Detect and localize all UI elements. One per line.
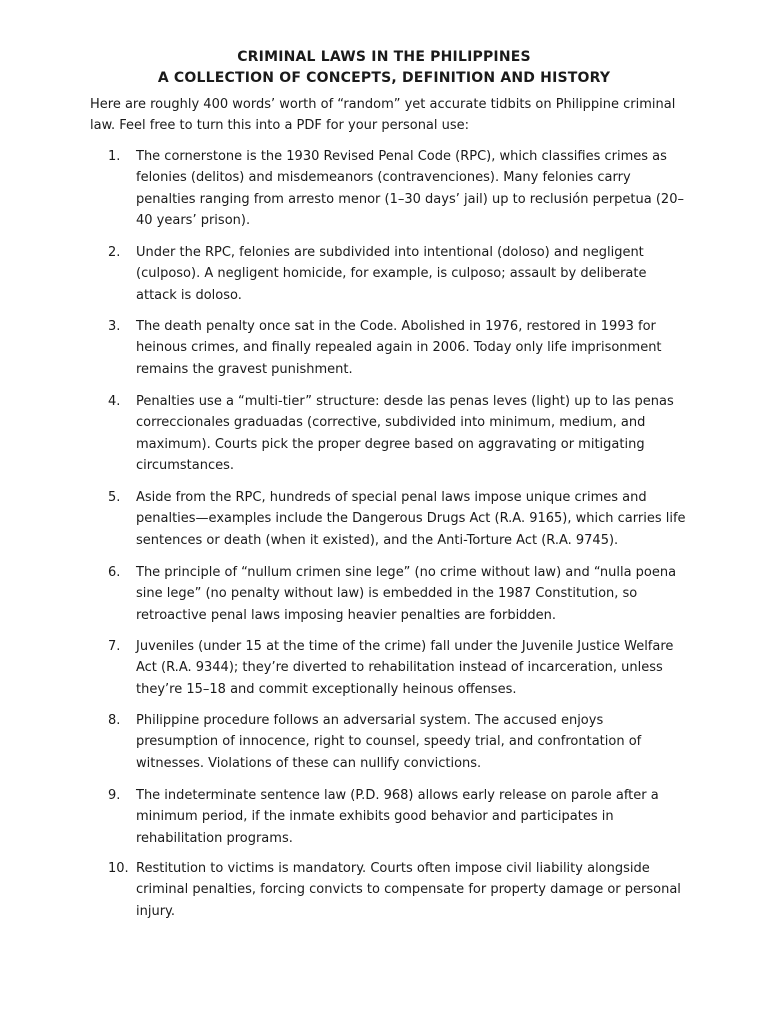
list-item-number: 9. [108,788,121,803]
list-item-number: 10. [108,861,129,876]
list-item-number: 1. [108,149,121,164]
list-item [108,391,688,476]
list-item-number: 8. [108,713,121,728]
list-item-text: The cornerstone is the 1930 Revised Penal Code (RPC), which classifies crimes as felonies (delitos) and misdemeanors (contravenciones). Many felonies carry penalties ranging from arresto menor (1–30 days’ jail) up to reclusión perpetua (20–40 years’ prison). [136,149,684,228]
list-item [108,146,688,231]
list-item [108,785,688,849]
list-item [108,316,688,380]
list-item-number: 4. [108,394,121,409]
list-item-number: 6. [108,565,121,580]
list-item [108,636,688,700]
list-item-text: Aside from the RPC, hundreds of special penal laws impose unique crimes and penalties—examples include the Dangerous Drugs Act (R.A. 9165), which carries life sentences or death (when it existed), and the Anti-Torture Act (R.A. 9745). [136,490,686,548]
list-item [108,858,688,922]
list-item [108,242,688,306]
list-item-text: Under the RPC, felonies are subdivided into intentional (doloso) and negligent (culposo). A negligent homicide, for example, is culposo; assault by deliberate attack is doloso. [136,245,647,303]
list-item [108,562,688,626]
list-item-number: 3. [108,319,121,334]
list-item-text: The indeterminate sentence law (P.D. 968) allows early release on parole after a minimum period, if the inmate exhibits good behavior and participates in rehabilitation programs. [136,788,659,846]
list-item-number: 2. [108,245,121,260]
list-item-number: 5. [108,490,121,505]
document-title: CRIMINAL LAWS IN THE PHILIPPINES [237,49,531,65]
list-item-number: 7. [108,639,121,654]
list-item [108,487,688,551]
list-item-text: Penalties use a “multi-tier” structure: desde las penas leves (light) up to las penas correccionales graduadas (corrective, subdivided into minimum, medium, and maximum). Courts pick the proper degree based on aggravating or mitigating circumstances. [136,394,674,473]
list-item [108,710,688,774]
intro-paragraph: Here are roughly 400 words’ worth of “random” yet accurate tidbits on Philippine criminal law. Feel free to turn this into a PDF for your personal use: [90,97,676,133]
list-item-text: The principle of “nullum crimen sine lege” (no crime without law) and “nulla poena sine lege” (no penalty without law) is embedded in the 1987 Constitution, so retroactive penal laws imposing heavier penalties are forbidden. [136,565,677,623]
document-subtitle: A COLLECTION OF CONCEPTS, DEFINITION AND HISTORY [157,70,611,86]
list-item-text: Restitution to victims is mandatory. Courts often impose civil liability alongside criminal penalties, forcing convicts to compensate for property damage or personal injury. [136,861,681,919]
list-item-text: Philippine procedure follows an adversarial system. The accused enjoys presumption of innocence, right to counsel, speedy trial, and confrontation of witnesses. Violations of these can nullify convictions. [136,713,642,771]
list-item-text: Juveniles (under 15 at the time of the crime) fall under the Juvenile Justice Welfare Act (R.A. 9344); they’re diverted to rehabilitation instead of incarceration, unless they’re 15–18 and commit exceptionally heinous offenses. [136,639,674,697]
list-item-text: The death penalty once sat in the Code. Abolished in 1976, restored in 1993 for heinous crimes, and finally repealed again in 2006. Today only life imprisonment remains the gravest punishment. [136,319,662,377]
